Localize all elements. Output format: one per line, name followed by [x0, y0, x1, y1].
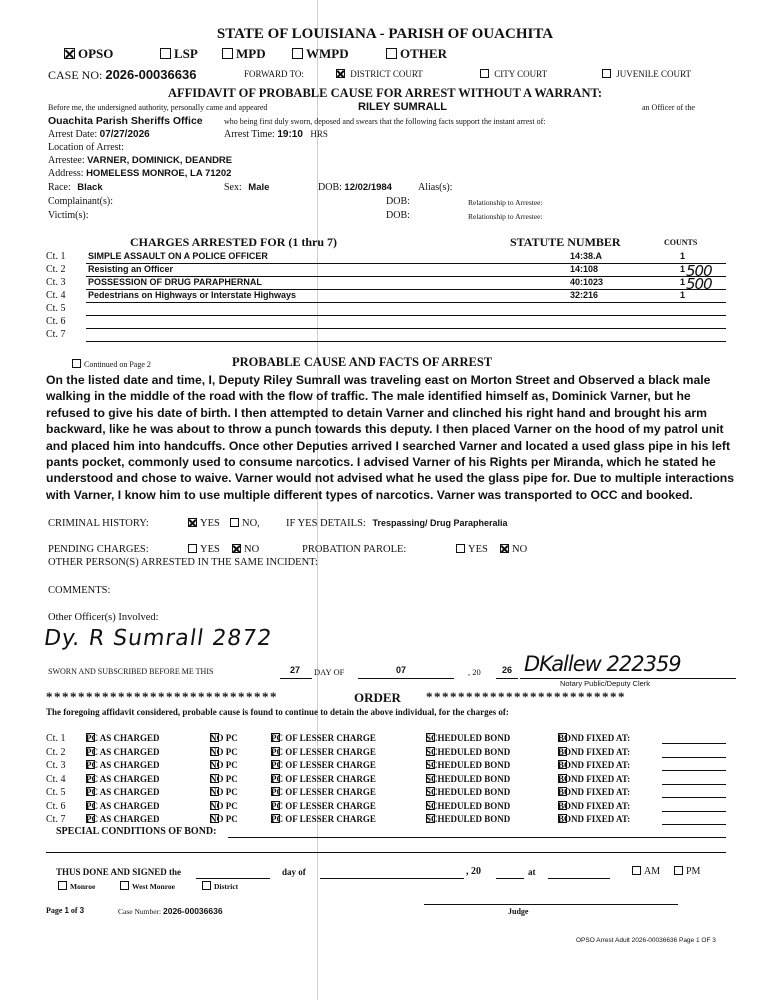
pending-charges-label: PENDING CHARGES: — [48, 544, 149, 555]
location-checkbox-west-monroe[interactable]: West Monroe — [120, 881, 175, 891]
charge-row: Ct. 3 POSSESSION OF DRUG PARAPHERNAL 40:1023 1 — [46, 277, 726, 290]
victim-dob: DOB: — [386, 210, 410, 221]
checkbox-icon — [222, 48, 233, 59]
checkbox-icon — [271, 787, 280, 796]
other-persons-label: OTHER PERSON(S) ARRESTED IN THE SAME INCIDENT: — [48, 557, 318, 568]
order-option-bond-fixed-at[interactable]: BOND FIXED AT: — [558, 787, 631, 797]
checkbox-icon — [210, 760, 219, 769]
order-text: The foregoing affidavit considered, probable cause is found to continue to detain the above individual, for the charges of: — [46, 707, 509, 717]
pending-charges-no[interactable]: NO — [232, 544, 259, 555]
order-option-pc-as-charged[interactable]: PC AS CHARGED — [86, 746, 160, 757]
probable-cause-narrative: On the listed date and time, I, Deputy Riley Sumrall was traveling east on Morton Street and Observed a black male walking in the middle of the road with the flow of traffic. The male identified himself as, Dominick Varner, but he refused to give his date of birth. I then attempted to detain Varner and clinched his right hand and brought his arm backward, like he was about to throw a punch towards this deputy. I then placed Varner on the hood of my patrol unit and placed him into handcuffs. Once other Deputies arrived I searched Varner and located a used glass pipe in his left pants pocket, commonly used to consume narcotics. I advised Varner of his Rights per Miranda, which he stated he understood and chose to waive. Varner would not advised what he used the glass pipe for. Due to multiple interactions with Varner, I know him to use multiple different types of narcotics. Varner was transported to OCC and booked. — [46, 373, 735, 502]
checkbox-icon — [558, 801, 567, 810]
order-row-label: Ct. 4 — [46, 773, 66, 785]
charge-row: Ct. 7 — [46, 329, 726, 342]
order-row-label: Ct. 2 — [46, 746, 66, 758]
order-option-no-pc[interactable]: NO PC — [210, 746, 238, 757]
notary-label: Notary Public/Deputy Clerk — [560, 679, 651, 688]
order-heading: ORDER — [354, 690, 401, 705]
checkbox-icon — [426, 760, 435, 769]
checkbox-icon — [86, 801, 95, 810]
checkbox-icon — [210, 774, 219, 783]
location-of-arrest: Location of Arrest: — [48, 142, 125, 153]
sworn-year: 26 — [502, 665, 513, 675]
order-option-pc-lesser-charge[interactable]: PC OF LESSER CHARGE — [271, 787, 376, 797]
sworn-text: who being first duly sworn, deposed and swears that the following facts support the instant arrest of: — [224, 117, 546, 126]
order-option-no-pc[interactable]: NO PC — [210, 733, 238, 743]
order-stars-left: ***************************** — [46, 689, 278, 704]
order-row-label: Ct. 1 — [46, 733, 66, 744]
checkbox-icon — [426, 814, 435, 823]
probation-parole-label: PROBATION PAROLE: — [302, 544, 407, 555]
checkbox-icon — [558, 774, 567, 783]
address: Address: HOMELESS MONROE, LA 71202 — [48, 168, 232, 179]
checkbox-icon — [271, 801, 280, 810]
checkbox-icon — [271, 774, 280, 783]
order-row-label: Ct. 5 — [46, 787, 66, 798]
day-of-label: DAY OF — [314, 667, 345, 677]
bond-amount-line[interactable] — [662, 743, 726, 744]
checkbox-icon — [210, 787, 219, 796]
order-option-pc-as-charged[interactable]: PC AS CHARGED — [86, 800, 160, 811]
checkbox-icon — [210, 733, 219, 742]
complainant: Complainant(s): — [48, 196, 113, 207]
checkbox-icon — [86, 814, 95, 823]
order-option-no-pc[interactable]: NO PC — [210, 814, 238, 824]
checkbox-icon — [160, 48, 171, 59]
agency-checkbox-opso[interactable]: OPSO — [64, 46, 113, 62]
agency-checkbox-mpd[interactable]: MPD — [222, 46, 266, 62]
probation-no[interactable]: NO — [500, 544, 527, 555]
arrest-time: Arrest Time: 19:10 HRS — [224, 129, 328, 140]
checkbox-icon — [120, 881, 129, 890]
affidavit-title: AFFIDAVIT OF PROBABLE CAUSE FOR ARREST WITHOUT A WARRANT: — [167, 86, 603, 100]
checkbox-checked-icon — [232, 544, 241, 553]
order-option-no-pc[interactable]: NO PC — [210, 773, 238, 784]
before-me-text: Before me, the undersigned authority, personally came and appeared — [48, 103, 268, 112]
agency-checkbox-lsp[interactable]: LSP — [160, 46, 198, 62]
court-checkbox-juvenile[interactable]: JUVENILE COURT — [602, 69, 691, 79]
checkbox-icon — [271, 733, 280, 742]
checkbox-icon — [86, 733, 95, 742]
checkbox-icon — [632, 866, 641, 875]
bond-amount-line[interactable] — [662, 757, 726, 758]
footer-case-number: Case Number: 2026-00036636 — [118, 906, 223, 916]
checkbox-icon — [674, 866, 683, 875]
forward-to-label: FORWARD TO: — [244, 69, 304, 79]
order-option-pc-as-charged[interactable]: PC AS CHARGED — [86, 773, 160, 784]
bond-amount-line[interactable] — [662, 811, 726, 812]
counts-heading: COUNTS — [664, 238, 698, 247]
charge-row: Ct. 5 — [46, 303, 726, 316]
order-option-pc-lesser-charge[interactable]: PC OF LESSER CHARGE — [271, 746, 376, 757]
checkbox-icon — [426, 801, 435, 810]
thus-done-label: THUS DONE AND SIGNED the — [56, 867, 182, 877]
charges-heading: CHARGES ARRESTED FOR (1 thru 7) — [130, 235, 338, 249]
officer-name: RILEY SUMRALL — [358, 101, 448, 113]
checkbox-checked-icon — [336, 69, 345, 78]
order-row-label: Ct. 3 — [46, 760, 66, 771]
order-option-scheduled-bond[interactable]: SCHEDULED BOND — [426, 760, 511, 770]
charge-row: Ct. 2 Resisting an Officer 14:108 1 — [46, 264, 726, 277]
checkbox-icon — [558, 814, 567, 823]
complainant-relationship: Relationship to Arrestee: — [468, 198, 543, 207]
order-row — [46, 787, 726, 800]
order-row — [46, 747, 726, 760]
order-option-no-pc[interactable]: NO PC — [210, 800, 238, 811]
judge-label: Judge — [508, 907, 529, 916]
agency-checkbox-wmpd[interactable]: WMPD — [292, 46, 349, 62]
checkbox-checked-icon — [64, 48, 75, 59]
order-option-scheduled-bond[interactable]: SCHEDULED BOND — [426, 787, 511, 797]
checkbox-icon — [72, 359, 81, 368]
checkbox-icon — [202, 881, 211, 890]
continued-checkbox[interactable]: Continued on Page 2 — [72, 359, 151, 369]
race: Race: Black — [48, 182, 103, 193]
checkbox-icon — [386, 48, 397, 59]
checkbox-icon — [188, 544, 197, 553]
order-option-pc-lesser-charge[interactable]: PC OF LESSER CHARGE — [271, 733, 376, 743]
day-of-sign-label: day of — [282, 867, 306, 877]
order-stars-right: ************************* — [426, 689, 626, 704]
charge-row: Ct. 4 Pedestrians on Highways or Interstate Highways 32:216 1 — [46, 290, 726, 303]
order-option-scheduled-bond[interactable]: SCHEDULED BOND — [426, 814, 511, 824]
order-option-pc-as-charged[interactable]: PC AS CHARGED — [86, 760, 160, 770]
checkbox-icon — [271, 814, 280, 823]
order-option-scheduled-bond[interactable]: SCHEDULED BOND — [426, 733, 511, 743]
page-title: STATE OF LOUISIANA - PARISH OF OUACHITA — [216, 26, 554, 42]
checkbox-icon — [480, 69, 489, 78]
checkbox-icon — [210, 801, 219, 810]
order-row — [46, 760, 726, 773]
location-checkbox-district[interactable]: District — [202, 881, 238, 891]
court-checkbox-city[interactable]: CITY COURT — [480, 69, 547, 79]
checkbox-icon — [558, 747, 567, 756]
year-prefix-sign: , 20 — [466, 866, 481, 877]
sworn-label: SWORN AND SUBSCRIBED BEFORE ME THIS — [48, 667, 214, 676]
notary-signature: DKallew 222359 — [524, 652, 681, 676]
checkbox-icon — [271, 760, 280, 769]
checkbox-icon — [292, 48, 303, 59]
arrestee: Arrestee: VARNER, DOMINICK, DEANDRE — [48, 155, 233, 166]
checkbox-icon — [426, 787, 435, 796]
sworn-year-prefix: , 20 — [468, 667, 481, 677]
order-option-bond-fixed-at[interactable]: BOND FIXED AT: — [558, 814, 631, 824]
order-option-scheduled-bond[interactable]: SCHEDULED BOND — [426, 800, 511, 811]
dob: DOB: 12/02/1984 — [318, 182, 392, 193]
bond-amount-line[interactable] — [662, 784, 726, 785]
document-id: OPSO Arrest Adult 2026-00036636 Page 1 OF 3 — [576, 937, 716, 944]
sworn-month: 07 — [396, 665, 407, 675]
order-row — [46, 774, 726, 787]
order-option-pc-lesser-charge[interactable]: PC OF LESSER CHARGE — [271, 800, 376, 811]
checkbox-icon — [210, 747, 219, 756]
checkbox-icon — [456, 544, 465, 553]
sworn-day: 27 — [290, 665, 301, 675]
criminal-history-no[interactable]: NO, — [230, 518, 260, 529]
order-option-bond-fixed-at[interactable]: BOND FIXED AT: — [558, 773, 631, 784]
checkbox-icon — [426, 747, 435, 756]
checkbox-icon — [58, 881, 67, 890]
checkbox-icon — [86, 774, 95, 783]
sex: Sex: Male — [224, 182, 270, 193]
handwritten-bond-ct3: 500 — [686, 275, 712, 293]
order-option-bond-fixed-at[interactable]: BOND FIXED AT: — [558, 800, 631, 811]
order-option-pc-lesser-charge[interactable]: PC OF LESSER CHARGE — [271, 760, 376, 770]
court-checkbox-district[interactable]: DISTRICT COURT — [336, 69, 423, 79]
location-checkbox-monroe[interactable]: Monroe — [58, 881, 95, 891]
arrest-date: Arrest Date: 07/27/2026 — [48, 129, 150, 140]
agency-name: Ouachita Parish Sheriffs Office — [48, 115, 203, 127]
order-option-bond-fixed-at[interactable]: BOND FIXED AT: — [558, 746, 631, 757]
complainant-dob: DOB: — [386, 196, 410, 207]
order-row — [46, 801, 726, 814]
handwritten-bond-ct2: 500 — [686, 262, 712, 280]
checkbox-icon — [426, 733, 435, 742]
case-number: CASE NO: 2026-00036636 — [48, 67, 197, 82]
criminal-history-yes[interactable]: YES — [188, 518, 220, 529]
order-option-no-pc[interactable]: NO PC — [210, 787, 238, 797]
page-number: Page 1 of 3 — [46, 906, 85, 915]
statute-heading: STATUTE NUMBER — [510, 235, 621, 249]
checkbox-icon — [602, 69, 611, 78]
alias: Alias(s): — [418, 182, 453, 193]
charge-row: Ct. 1 SIMPLE ASSAULT ON A POLICE OFFICER 14:38.A 1 — [46, 251, 726, 264]
victim: Victim(s): — [48, 210, 89, 221]
special-conditions-label: SPECIAL CONDITIONS OF BOND: — [56, 826, 217, 837]
order-option-scheduled-bond[interactable]: SCHEDULED BOND — [426, 746, 511, 757]
agency-checkbox-other[interactable]: OTHER — [386, 46, 447, 62]
order-option-scheduled-bond[interactable]: SCHEDULED BOND — [426, 773, 511, 784]
order-option-bond-fixed-at[interactable]: BOND FIXED AT: — [558, 733, 631, 743]
am-checkbox[interactable]: AM — [632, 866, 660, 877]
order-option-pc-as-charged[interactable]: PC AS CHARGED — [86, 733, 160, 743]
other-officers-handwritten: Dy. R Sumrall 2872 — [42, 626, 274, 651]
pm-checkbox[interactable]: PM — [674, 866, 700, 877]
checkbox-checked-icon — [188, 518, 197, 527]
checkbox-icon — [271, 747, 280, 756]
pending-charges-yes[interactable]: YES — [188, 544, 220, 555]
checkbox-icon — [86, 760, 95, 769]
checkbox-checked-icon — [500, 544, 509, 553]
officer-of-text: an Officer of the — [642, 103, 695, 112]
checkbox-icon — [86, 747, 95, 756]
checkbox-icon — [230, 518, 239, 527]
order-row-label: Ct. 7 — [46, 814, 66, 825]
order-option-pc-as-charged[interactable]: PC AS CHARGED — [86, 787, 160, 797]
checkbox-icon — [558, 760, 567, 769]
bond-amount-line[interactable] — [662, 770, 726, 771]
checkbox-icon — [86, 787, 95, 796]
bond-amount-line[interactable] — [662, 824, 726, 825]
victim-relationship: Relationship to Arrestee: — [468, 212, 543, 221]
if-yes-details: IF YES DETAILS: Trespassing/ Drug Parapheralia — [286, 518, 508, 529]
order-row — [46, 733, 726, 746]
order-option-pc-lesser-charge[interactable]: PC OF LESSER CHARGE — [271, 814, 376, 824]
order-option-pc-lesser-charge[interactable]: PC OF LESSER CHARGE — [271, 773, 376, 784]
order-row-label: Ct. 6 — [46, 800, 66, 812]
order-option-bond-fixed-at[interactable]: BOND FIXED AT: — [558, 760, 631, 770]
comments-label: COMMENTS: — [48, 585, 111, 596]
at-label: at — [528, 867, 536, 877]
checkbox-icon — [210, 814, 219, 823]
charge-row: Ct. 6 — [46, 316, 726, 329]
probation-yes[interactable]: YES — [456, 544, 488, 555]
bond-amount-line[interactable] — [662, 797, 726, 798]
probable-cause-heading: PROBABLE CAUSE AND FACTS OF ARREST — [232, 355, 493, 369]
order-option-no-pc[interactable]: NO PC — [210, 760, 238, 770]
checkbox-icon — [558, 787, 567, 796]
other-officers-label: Other Officer(s) Involved: — [48, 612, 159, 623]
criminal-history-label: CRIMINAL HISTORY: — [48, 518, 149, 529]
order-option-pc-as-charged[interactable]: PC AS CHARGED — [86, 814, 160, 824]
checkbox-icon — [426, 774, 435, 783]
checkbox-icon — [558, 733, 567, 742]
